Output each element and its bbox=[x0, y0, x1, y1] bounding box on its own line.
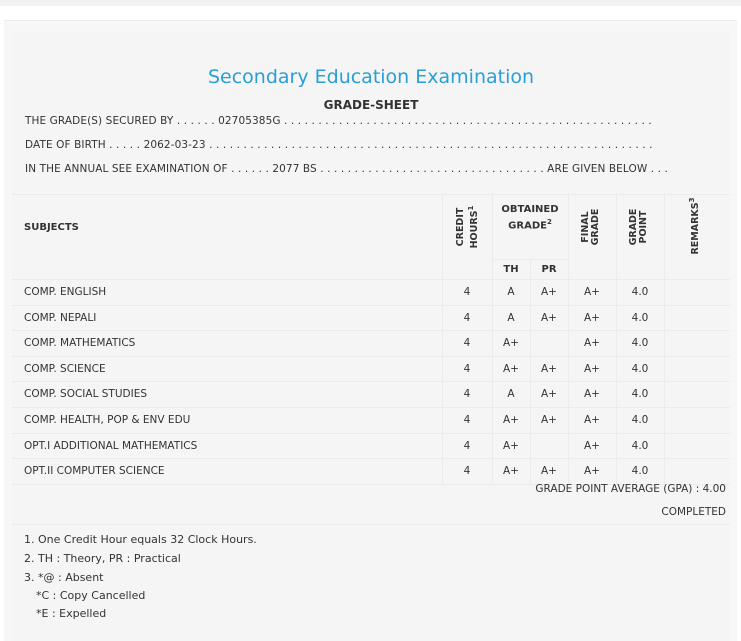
remarks-header bbox=[687, 196, 701, 256]
col-divider bbox=[664, 194, 665, 484]
obtained-header-line2 bbox=[492, 216, 568, 232]
obtained-header-line1: OBTAINED bbox=[501, 204, 559, 215]
secured-by-line bbox=[25, 115, 652, 127]
row-divider bbox=[12, 305, 730, 306]
cell-pr: A+ bbox=[541, 311, 557, 324]
cell-point: 4.0 bbox=[631, 439, 649, 452]
credit-header-text: HOURS bbox=[469, 210, 481, 249]
row-divider bbox=[12, 381, 730, 382]
cell-point: 4.0 bbox=[631, 362, 649, 375]
cell-subject: COMP. SCIENCE bbox=[24, 362, 106, 375]
cell-subject: COMP. HEALTH, POP & ENV EDU bbox=[24, 414, 191, 426]
exam-dots: . . . . . . . . . . . . . . . . . . . . . . . . . . . . . . . . . bbox=[320, 163, 544, 175]
cell-final: A+ bbox=[584, 388, 600, 401]
cell-final: A+ bbox=[584, 286, 600, 298]
cell-subject: COMP. NEPALI bbox=[24, 311, 97, 324]
dob-line bbox=[25, 139, 653, 151]
cell-th: A+ bbox=[503, 337, 519, 350]
footnote-credit-hour: 1. One Credit Hour equals 32 Clock Hours. bbox=[24, 533, 257, 546]
exam-prefix: IN THE ANNUAL SEE EXAMINATION OF . . . . . . bbox=[25, 163, 269, 175]
header-bottom-border bbox=[12, 279, 730, 280]
cell-th: A+ bbox=[503, 465, 519, 478]
row-divider bbox=[12, 356, 730, 357]
exam-title: Secondary Education Examination bbox=[207, 66, 535, 88]
remarks-header-text: REMARKS bbox=[690, 202, 702, 255]
top-strip bbox=[0, 0, 741, 6]
cell-credit: 4 bbox=[463, 337, 471, 350]
cell-pr: A+ bbox=[541, 362, 557, 375]
cell-point: 4.0 bbox=[631, 414, 649, 426]
cell-pr: A+ bbox=[541, 414, 557, 426]
cell-th: A bbox=[507, 388, 515, 401]
final-header-line2: GRADE bbox=[590, 208, 601, 246]
final-header-line1: FINAL bbox=[580, 211, 591, 243]
point-header-line2: POINT bbox=[638, 210, 649, 244]
th-header: TH bbox=[503, 264, 519, 275]
cell-credit: 4 bbox=[463, 388, 471, 401]
cell-th: A bbox=[507, 286, 515, 298]
footnote-copy-cancelled: *C : Copy Cancelled bbox=[36, 589, 146, 602]
secured-by-dots: . . . . . . . . . . . . . . . . . . . . . . . . . . . . . . . . . . . . . . . . . . . . . . . . . . . . . . bbox=[284, 115, 652, 127]
cell-final: A+ bbox=[584, 414, 600, 426]
result-status: COMPLETED bbox=[661, 506, 726, 518]
cell-final: A+ bbox=[584, 311, 600, 324]
cell-th: A bbox=[507, 311, 515, 324]
grade-sheet-card bbox=[4, 20, 737, 641]
cell-final: A+ bbox=[584, 465, 600, 478]
cell-point: 4.0 bbox=[631, 388, 649, 401]
footnote-absent: 3. *@ : Absent bbox=[24, 571, 104, 584]
pr-header: PR bbox=[541, 264, 557, 275]
obtained-header-sup: 2 bbox=[546, 218, 552, 226]
date-of-birth: 2062-03-23 bbox=[143, 139, 206, 151]
exam-suffix: ARE GIVEN BELOW . . . bbox=[547, 163, 668, 175]
cell-credit: 4 bbox=[463, 362, 471, 375]
cell-point: 4.0 bbox=[631, 311, 649, 324]
subjects-header: SUBJECTS bbox=[24, 222, 79, 233]
row-divider bbox=[12, 433, 730, 434]
cell-final: A+ bbox=[584, 337, 600, 350]
cell-final: A+ bbox=[584, 439, 600, 452]
cell-pr: A+ bbox=[541, 388, 557, 401]
obtained-grade-header bbox=[492, 203, 568, 232]
grade-sheet-body bbox=[12, 31, 730, 641]
secured-by-prefix: THE GRADE(S) SECURED BY . . . . . . bbox=[25, 115, 215, 127]
row-divider bbox=[12, 407, 730, 408]
credit-hours-header bbox=[455, 199, 481, 255]
summary-bottom-border bbox=[12, 524, 730, 525]
remarks-header-sup: 3 bbox=[688, 197, 696, 203]
credit-header-sup: 1 bbox=[467, 205, 475, 211]
cell-pr: A+ bbox=[541, 286, 557, 298]
cell-subject: COMP. ENGLISH bbox=[24, 286, 107, 298]
symbol-number: 02705385G bbox=[218, 115, 281, 127]
cell-final: A+ bbox=[584, 362, 600, 375]
cell-point: 4.0 bbox=[631, 465, 649, 478]
dob-dots: . . . . . . . . . . . . . . . . . . . . . . . . . . . . . . . . . . . . . . . . . . . . . . . . . . . . . . . . . . . . . . . . . bbox=[209, 139, 653, 151]
row-divider bbox=[12, 458, 730, 459]
obtained-header-text: GRADE bbox=[508, 220, 547, 232]
cell-subject: OPT.I ADDITIONAL MATHEMATICS bbox=[24, 439, 198, 452]
cell-pr: A+ bbox=[541, 465, 557, 478]
dob-prefix: DATE OF BIRTH . . . . . bbox=[25, 139, 141, 151]
cell-th: A+ bbox=[503, 414, 519, 426]
cell-credit: 4 bbox=[463, 286, 471, 298]
table-top-border bbox=[12, 194, 730, 195]
row-divider bbox=[12, 330, 730, 331]
cell-subject: COMP. MATHEMATICS bbox=[24, 337, 136, 350]
cell-th: A+ bbox=[503, 439, 519, 452]
exam-line bbox=[25, 163, 668, 175]
cell-credit: 4 bbox=[463, 465, 471, 478]
grade-sheet-heading: GRADE-SHEET bbox=[323, 98, 419, 112]
credit-header-line2 bbox=[466, 199, 480, 255]
point-header-line1: GRADE bbox=[628, 208, 639, 246]
cell-point: 4.0 bbox=[631, 286, 649, 298]
final-grade-header bbox=[581, 199, 603, 255]
cell-credit: 4 bbox=[463, 311, 471, 324]
cell-credit: 4 bbox=[463, 414, 471, 426]
cell-credit: 4 bbox=[463, 439, 471, 452]
credit-header-line1: CREDIT bbox=[455, 207, 466, 247]
footnote-th-pr: 2. TH : Theory, PR : Practical bbox=[24, 552, 181, 565]
footnote-expelled: *E : Expelled bbox=[36, 607, 107, 620]
cell-subject: OPT.II COMPUTER SCIENCE bbox=[24, 465, 165, 478]
cell-th: A+ bbox=[503, 362, 519, 375]
exam-year: 2077 BS bbox=[272, 163, 317, 175]
gpa-summary: GRADE POINT AVERAGE (GPA) : 4.00 bbox=[535, 483, 726, 495]
cell-subject: COMP. SOCIAL STUDIES bbox=[24, 388, 148, 401]
cell-point: 4.0 bbox=[631, 337, 649, 350]
grade-point-header bbox=[629, 199, 651, 255]
